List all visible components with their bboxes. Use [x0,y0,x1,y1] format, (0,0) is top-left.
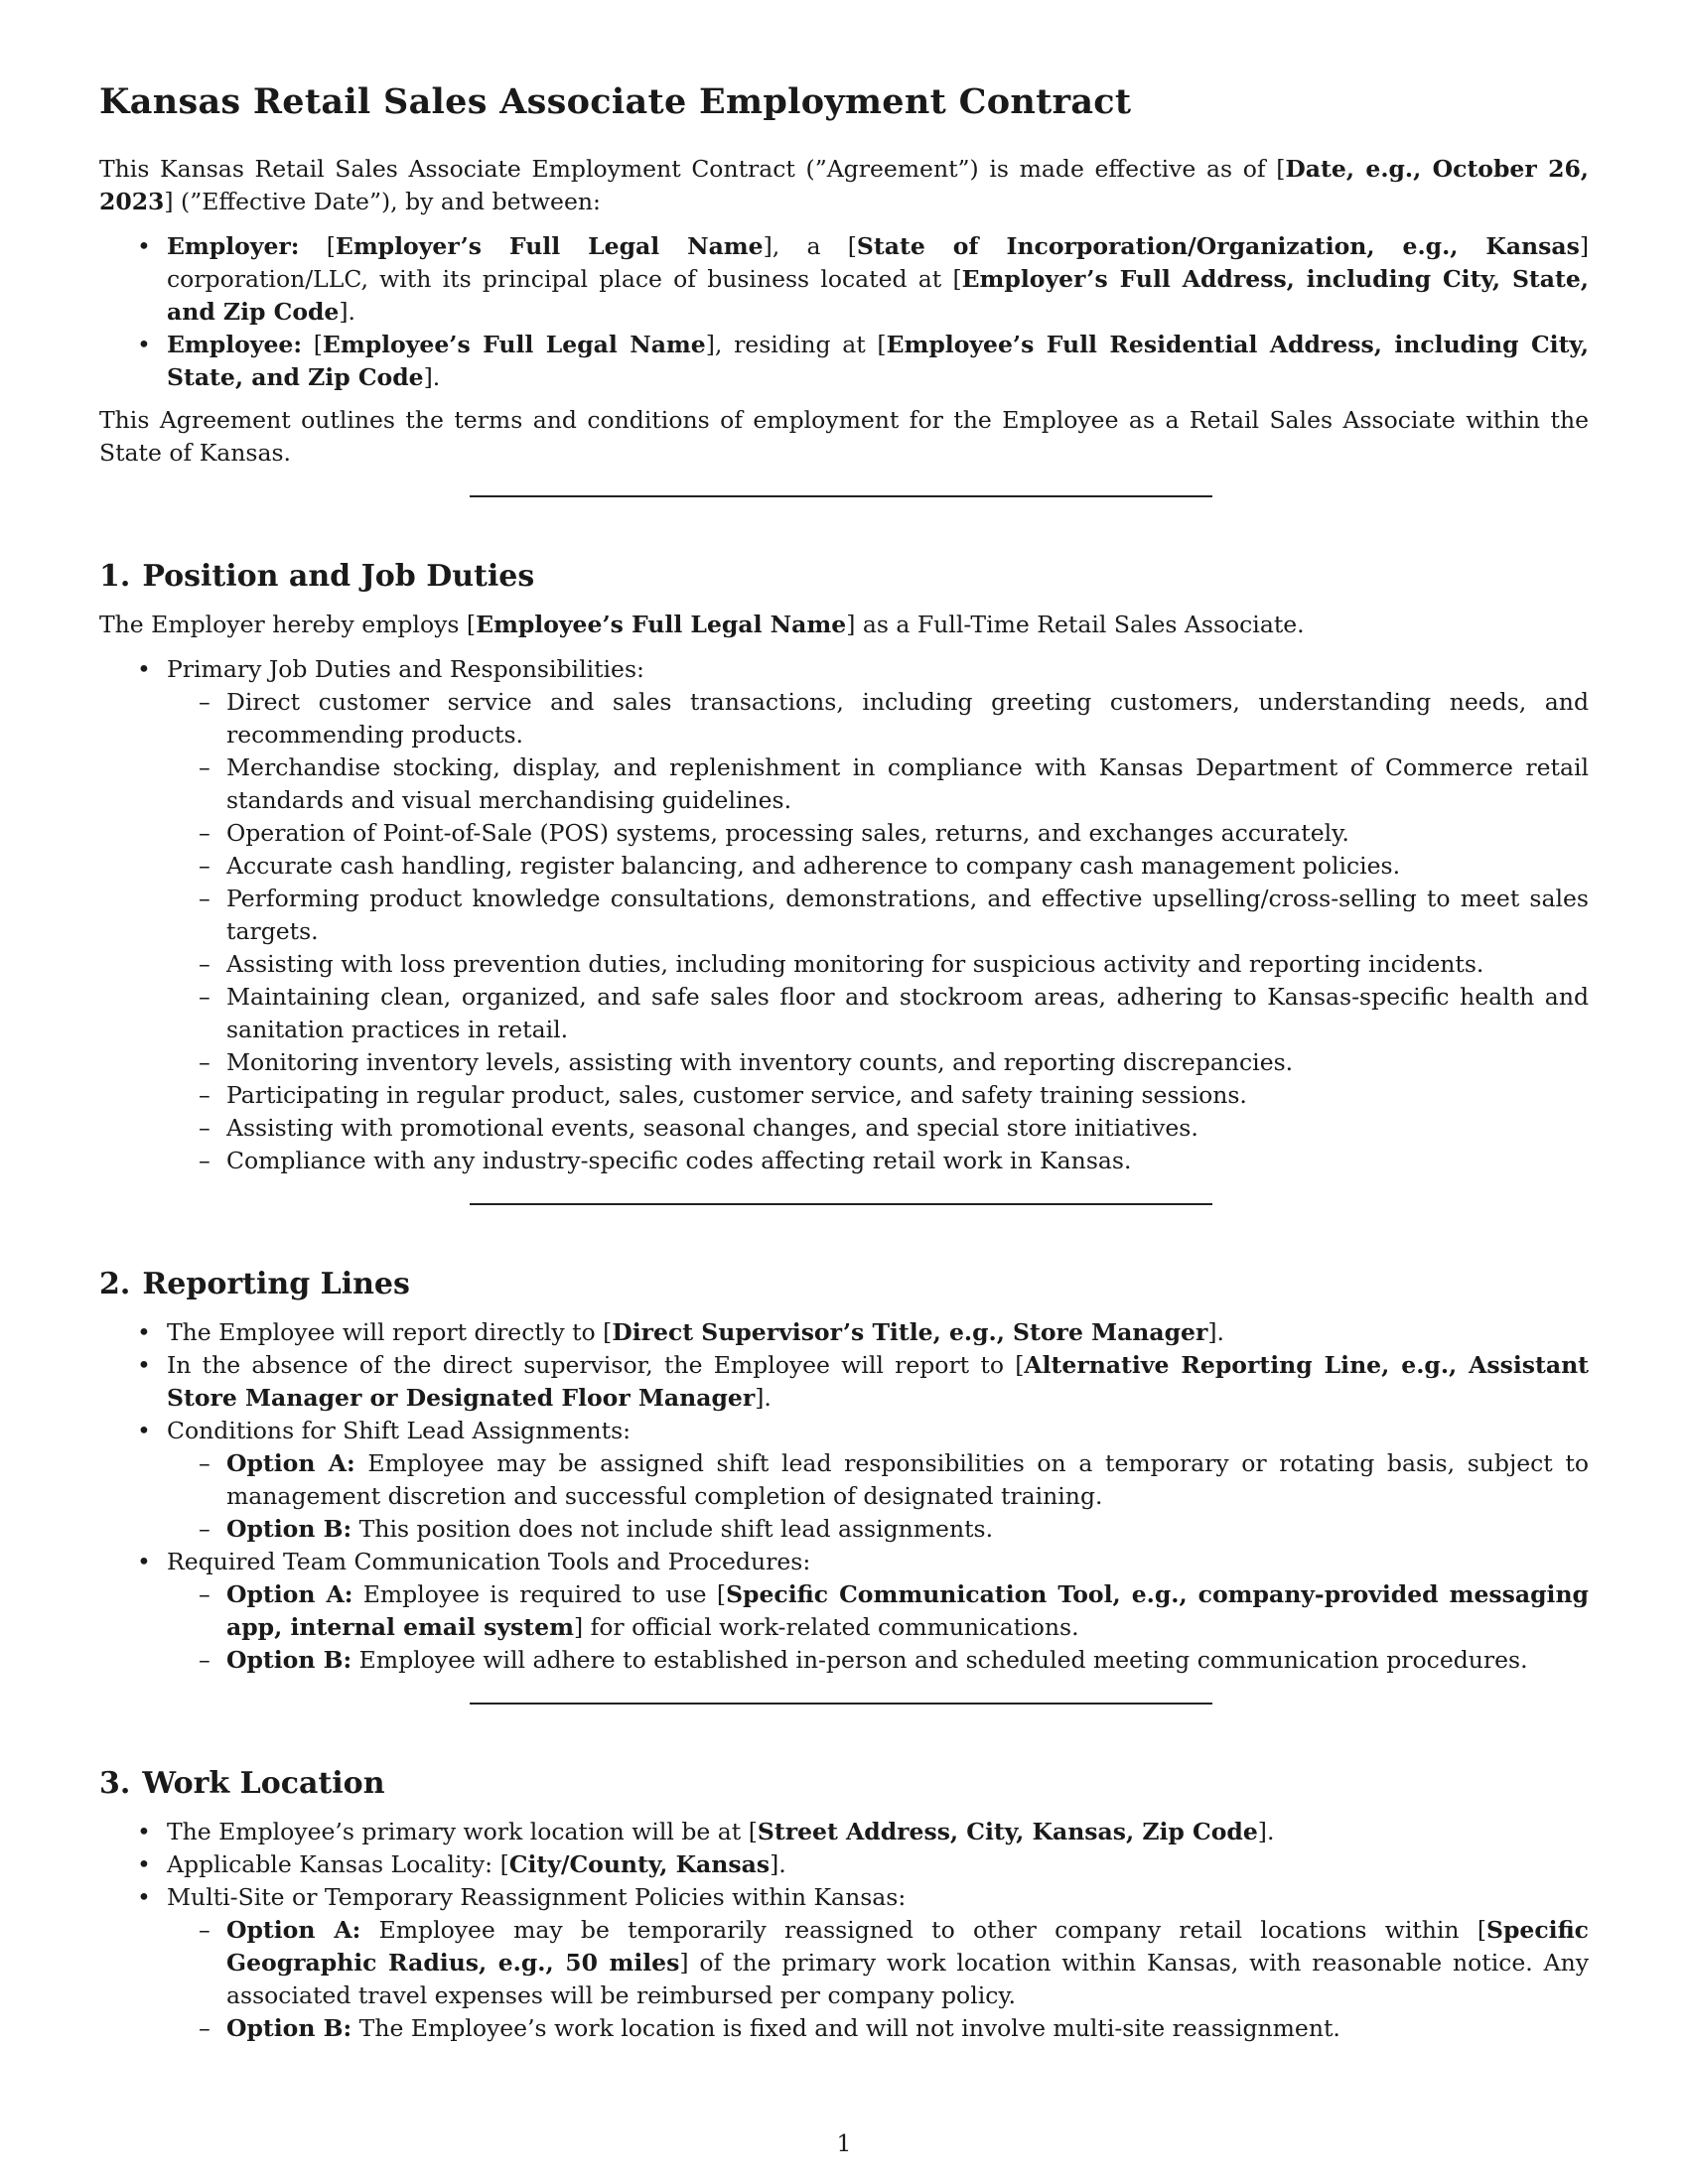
duty-item: – Operation of Point-of-Sale (POS) systems, processing sales, returns, and exchanges accurately. [167,817,1589,850]
intro-paragraph: This Kansas Retail Sales Associate Employment Contract (”Agreement”) is made effective as of [Date, e.g., October 26, 2023] (”Effective Date”), by and between: [99,155,1589,215]
section-1-intro: The Employer hereby employs [Employee’s Full Legal Name] as a Full-Time Retail Sales Associate. [99,611,1305,638]
duty-item: – Monitoring inventory levels, assisting with inventory counts, and reporting discrepancies. [167,1046,1589,1079]
duty-item: – Assisting with loss prevention duties, including monitoring for suspicious activity and reporting incidents. [167,948,1589,981]
section-1-list [99,653,1589,1177]
section-divider [470,1203,1212,1205]
page-number: 1 [836,2129,852,2157]
option-item: – Option B: Employee will adhere to established in-person and scheduled meeting communication procedures. [167,1644,1589,1677]
duty-item: – Participating in regular product, sales, customer service, and safety training sessions. [167,1079,1589,1112]
option-item: – Option A: Employee is required to use [Specific Communication Tool, e.g., company-provided messaging app, internal email system] for official work-related communications. [167,1578,1589,1644]
option-item: – Option A: Employee may be temporarily reassigned to other company retail locations within [Specific Geographic Radius, e.g., 50 miles] of the primary work location within Kansas, with reasonable notice. Any associated travel expenses will be reimbursed per company policy. [167,1914,1589,2012]
list-item: • In the absence of the direct supervisor, the Employee will report to [Alternative Reporting Line, e.g., Assistant Store Manager or Designated Floor Manager]. [99,1349,1589,1415]
parties-list [99,230,1589,394]
option-item: – Option B: The Employee’s work location is fixed and will not involve multi-site reassignment. [167,2012,1589,2045]
duty-item: – Maintaining clean, organized, and safe sales floor and stockroom areas, adhering to Kansas-specific health and sanitation practices in retail. [167,981,1589,1046]
list-item: • Multi-Site or Temporary Reassignment Policies within Kansas: – Option A: Employee may be temporarily reassigned to other company retail locations within [Specific Geographic Radius, e.g., 50 miles] of the primary work location within Kansas, with reasonable notice. Any associated travel expenses will be reimbursed per company policy. – Option B: The Employee’s work location is fixed and will not involve multi-site reassignment. [99,1881,1589,2045]
document-title: Kansas Retail Sales Associate Employment Contract [99,81,1132,122]
communication-options [167,1578,1589,1677]
list-item: • Required Team Communication Tools and Procedures: – Option A: Employee is required to use [Specific Communication Tool, e.g., company-provided messaging app, internal email system] for official work-related communications. – Option B: Employee will adhere to established in-person and scheduled meeting communication procedures. [99,1546,1589,1677]
section-2-list [99,1316,1589,1677]
section-2-heading: 2. Reporting Lines [99,1267,410,1301]
employee-party: • Employee: [Employee’s Full Legal Name], residing at [Employee’s Full Residential Address, including City, State, and Zip Code]. [99,329,1589,394]
option-item: – Option B: This position does not include shift lead assignments. [167,1513,1589,1546]
list-item: • Conditions for Shift Lead Assignments: – Option A: Employee may be assigned shift lead responsibilities on a temporary or rotating basis, subject to management discretion and successful completion of designated training. – Option B: This position does not include shift lead assignments. [99,1415,1589,1546]
shift-lead-options [167,1447,1589,1546]
duty-item: – Merchandise stocking, display, and replenishment in compliance with Kansas Department of Commerce retail standards and visual merchandising guidelines. [167,751,1589,817]
section-3-list [99,1816,1589,2045]
list-item: • The Employee’s primary work location will be at [Street Address, City, Kansas, Zip Code]. [99,1816,1589,1848]
duty-item: – Direct customer service and sales transactions, including greeting customers, understanding needs, and recommending products. [167,686,1589,751]
reassignment-options [167,1914,1589,2045]
list-item: • The Employee will report directly to [Direct Supervisor’s Title, e.g., Store Manager]. [99,1316,1589,1349]
list-item: • Applicable Kansas Locality: [City/County, Kansas]. [99,1848,1589,1881]
section-1-heading: 1. Position and Job Duties [99,559,535,594]
duty-item: – Compliance with any industry-specific codes affecting retail work in Kansas. [167,1145,1589,1177]
effective-date-placeholder: Date, e.g., October 26, 2023 [99,155,1589,215]
outline-paragraph: This Agreement outlines the terms and conditions of employment for the Employee as a Retail Sales Associate within the State of Kansas. [99,406,1589,467]
duty-item: – Accurate cash handling, register balancing, and adherence to company cash management policies. [167,850,1589,883]
option-item: – Option A: Employee may be assigned shift lead responsibilities on a temporary or rotating basis, subject to management discretion and successful completion of designated training. [167,1447,1589,1513]
duty-item: – Assisting with promotional events, seasonal changes, and special store initiatives. [167,1112,1589,1145]
section-3-heading: 3. Work Location [99,1766,385,1801]
section-divider [470,495,1212,497]
duties-list [167,686,1589,1177]
duty-item: – Performing product knowledge consultations, demonstrations, and effective upselling/cross-selling to meet sales targets. [167,883,1589,948]
section-divider [470,1703,1212,1705]
document-page [99,81,1589,2055]
duties-heading-item: • Primary Job Duties and Responsibilities: – Direct customer service and sales transactions, including greeting customers, understanding needs, and recommending products. – Merchandise stocking, display, and replenishment in compliance with Kansas Department of Commerce retail standards and visual merchandising guidelines. – Operation of Point-of-Sale (POS) systems, processing sales, returns, and exchanges accurately. – Accurate cash handling, register balancing, and adherence to company cash management policies. – Performing product knowledge consultations, demonstrations, and effective upselling/cross-selling to meet sales targets. – Assisting with loss prevention duties, including monitoring for suspicious activity and reporting incidents. – Maintaining clean, organized, and safe sales floor and stockroom areas, adhering to Kansas-specific health and sanitation practices in retail. – Monitoring inventory levels, assisting with inventory counts, and reporting discrepancies. – Participating in regular product, sales, customer service, and safety training sessions. – Assisting with promotional events, seasonal changes, and special store initiatives. – Compliance with any industry-specific codes affecting retail work in Kansas. [99,653,1589,1177]
employer-party: • Employer: [Employer’s Full Legal Name], a [State of Incorporation/Organization, e.g., Kansas] corporation/LLC, with its principal place of business located at [Employer’s Full Address, including City, State, and Zip Code]. [99,230,1589,329]
